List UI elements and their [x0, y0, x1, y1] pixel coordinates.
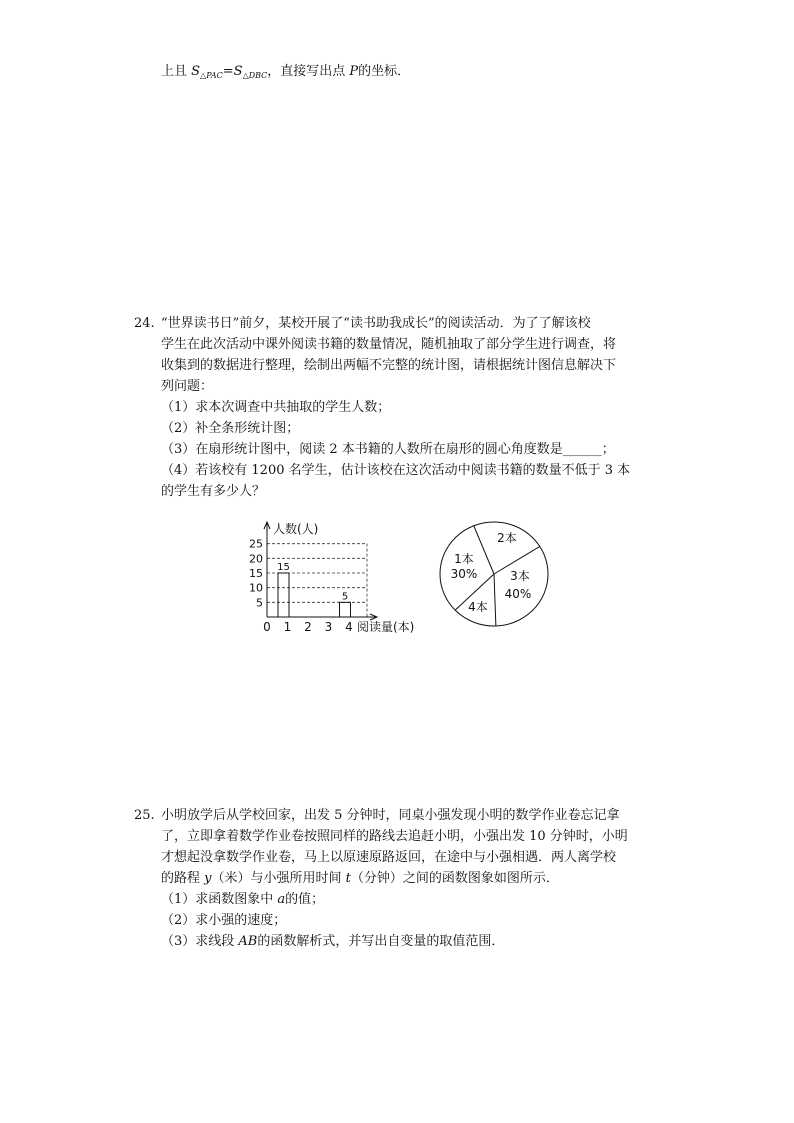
q24-line-3: 收集到的数据进行整理，绘制出两幅不完整的统计图，请根据统计图信息解决下: [161, 358, 617, 373]
q25-text: （3）求线段: [161, 934, 239, 949]
bar: [340, 602, 351, 617]
q25-subquestion-2: （2）求小强的速度；: [161, 913, 287, 928]
q25-text: 的值；: [285, 892, 325, 907]
y-axis-label: 人数(人): [273, 522, 319, 536]
q25-text: （分钟）之间的函数图象如图所示．: [350, 871, 559, 886]
variable-t: t: [345, 871, 351, 886]
pie-slice-percent: 30%: [450, 567, 478, 581]
q25-line-3: 才想起没拿数学作业卷，马上以原速原路返回，在途中与小强相遇．两人离学校: [161, 850, 617, 865]
q24-line-1: “世界读书日”前夕，某校开展了“读书助我成长”的阅读活动．为了了解该校: [161, 316, 591, 331]
variable-y: y: [204, 871, 212, 886]
q25-text: 的路程: [161, 871, 205, 886]
q23-tail-line: [161, 62, 410, 86]
q24-subquestion-1: （1）求本次调查中共抽取的学生人数；: [161, 400, 391, 415]
bar-chart: [240, 515, 440, 640]
area-symbol: S: [191, 64, 201, 79]
q25-line-1: 小明放学后从学校回家，出发 5 分钟时，同桌小强发现小明的数学作业卷忘记拿: [161, 808, 620, 823]
area-subscript: △PAC: [200, 71, 223, 80]
bar-data-label: 5: [341, 591, 349, 603]
area-subscript: △DBC: [242, 71, 268, 80]
q24-subquestion-3: （3）在扇形统计图中，阅读 2 本书籍的人数所在扇形的圆心角度数是______；: [161, 442, 615, 457]
y-tick-label: 25: [249, 537, 263, 551]
pie-slice-label: 2本: [497, 531, 517, 545]
pie-slice-label: 3本: [510, 569, 530, 583]
pie-slice-label: 1本: [454, 552, 474, 566]
q23-text: 的坐标．: [358, 64, 411, 79]
pie-chart: [436, 518, 556, 630]
q25-text: 的函数解析式，并写出自变量的取值范围．: [257, 934, 505, 949]
y-tick-label: 15: [249, 567, 263, 580]
q25-line-2: 了，立即拿着数学作业卷按照同样的路线去追赶小明，小强出发 10 分钟时，小明: [161, 829, 628, 844]
x-tick-label: 2: [304, 620, 312, 634]
pie-slice-divider: [494, 574, 496, 626]
q25-text: （米）与小强所用时间: [211, 871, 346, 886]
y-tick-label: 5: [256, 596, 263, 610]
x-tick-label: 3: [324, 620, 333, 634]
pie-slice-label: 4本: [468, 600, 488, 614]
question-number: 24.: [134, 316, 155, 331]
q23-text: ，直接写出点: [267, 64, 350, 79]
segment-ab: AB: [238, 934, 258, 949]
q23-text: 上且: [161, 64, 192, 79]
variable-a: a: [277, 892, 286, 907]
q25-subquestion-1: [161, 890, 324, 910]
q24-subquestion-4: （4）若该校有 1200 名学生，估计该校在这次活动中阅读书籍的数量不低于 3 本: [161, 463, 631, 478]
q25-line-4: [161, 869, 559, 889]
q25-text: （1）求函数图象中: [161, 892, 278, 907]
x-axis-label: 阅读量(本): [357, 620, 415, 634]
pie-slice-percent: 40%: [504, 587, 532, 601]
x-tick-label: 1: [283, 620, 292, 634]
bar: [278, 573, 289, 617]
y-tick-label: 10: [249, 581, 263, 595]
q24-subquestion-2: （2）补全条形统计图；: [161, 421, 300, 436]
q24-line-4: 列问题：: [161, 379, 214, 394]
y-tick-label: 20: [249, 552, 263, 566]
equals-sign: =: [222, 64, 234, 79]
bar-data-label: 15: [277, 562, 290, 573]
q24-subquestion-4-cont: 的学生有多少人？: [161, 484, 266, 499]
q25-subquestion-3: [161, 932, 504, 952]
question-number: 25.: [134, 808, 155, 823]
point-label: P: [349, 64, 359, 79]
area-symbol: S: [233, 64, 243, 79]
q24-line-2: 学生在此次活动中课外阅读书籍的数量情况，随机抽取了部分学生进行调查，将: [161, 337, 617, 352]
x-tick-label: 4: [345, 620, 353, 634]
x-tick-label: 0: [263, 620, 271, 634]
